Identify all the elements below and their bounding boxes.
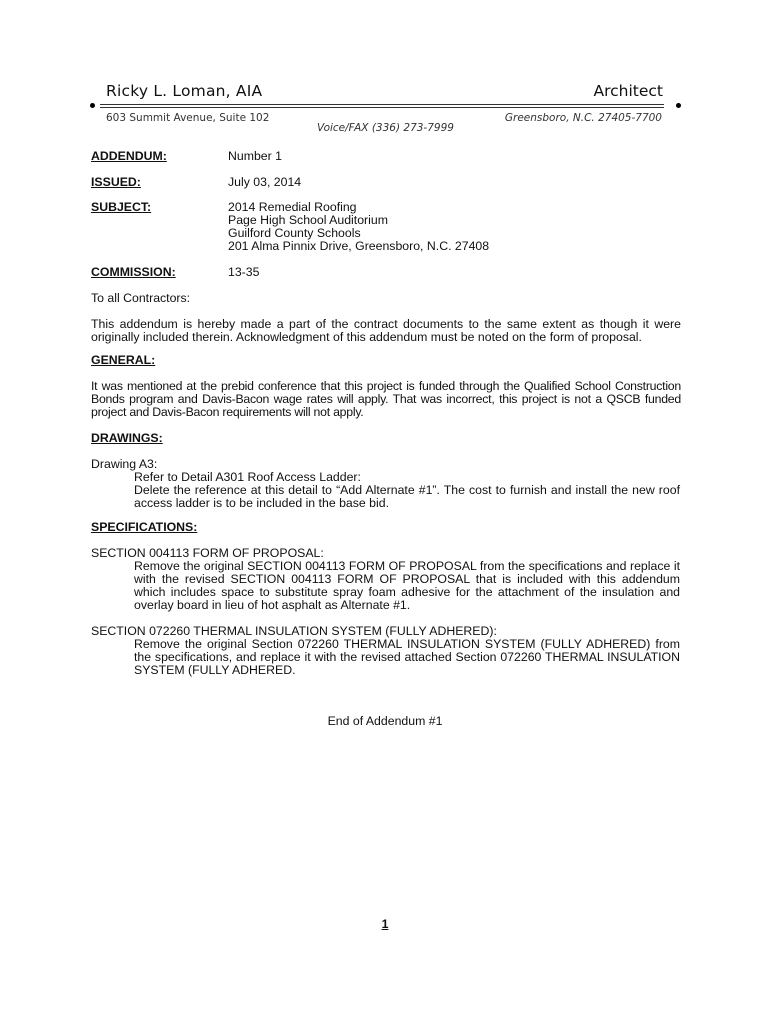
letterhead-city: Greensboro, N.C. 27405-7700 [504,112,662,124]
letterhead-address: 603 Summit Avenue, Suite 102 [106,112,270,124]
general-paragraph: It was mentioned at the prebid conference that this project is funded through the Qualified School Construction Bonds program and Davis-Bacon wage rates will apply. That was incorrect, this project is not a QSCB funded project and Davis-Bacon requirements will not apply. [91,379,681,419]
spec-item-2-title: SECTION 072260 THERMAL INSULATION SYSTEM (FULLY ADHERED): [91,624,497,638]
bullet-dot-left [90,103,95,108]
subject-line-4: 201 Alma Pinnix Drive, Greensboro, N.C. 27408 [228,239,490,253]
bullet-dot-right [676,103,681,108]
letterhead-rule-top [100,104,664,105]
architect-title: Architect [593,82,663,100]
subject-line-2: Page High School Auditorium [228,213,388,227]
commission-value: 13-35 [228,265,260,279]
issued-value: July 03, 2014 [228,175,302,189]
architect-name: Ricky L. Loman, AIA [106,82,263,100]
spec-item-1-title: SECTION 004113 FORM OF PROPOSAL: [91,546,324,560]
subject-line-1: 2014 Remedial Roofing [228,200,357,214]
page-number: 1 [381,917,389,931]
drawing-a3-title: Drawing A3: [91,457,158,471]
spec-item-1-text: Remove the original SECTION 004113 FORM OF PROPOSAL from the specifications and replace it with the revised SECTION 004113 FORM OF PROPOSAL that is included with this addendum which includes space to substitute spray foam adhesive for the attachment of the insulation and overlay board in lieu of hot asphalt as Alternate #1. [134,559,680,612]
intro-paragraph: This addendum is hereby made a part of the contract documents to the same extent as though it were originally included therein. Acknowledgment of this addendum must be noted on the form of proposal. [91,317,681,344]
addendum-value: Number 1 [228,149,282,163]
letterhead-phone: Voice/FAX (336) 273-7999 [317,122,454,134]
drawing-a3-line-2: Delete the reference at this detail to “Add Alternate #1”. The cost to furnish and install the new roof access ladder is to be included in the base bid. [134,483,680,510]
addendum-label: ADDENDUM: [91,149,167,163]
specifications-heading: SPECIFICATIONS: [91,520,198,534]
issued-label: ISSUED: [91,175,141,189]
spec-item-2-text: Remove the original Section 072260 THERMAL INSULATION SYSTEM (FULLY ADHERED) from the specifications, and replace it with the revised attached Section 072260 THERMAL INSULATION SYSTEM (FULLY ADHERED. [134,637,680,677]
general-heading: GENERAL: [91,353,156,367]
drawings-heading: DRAWINGS: [91,431,163,445]
subject-line-3: Guilford County Schools [228,226,361,240]
commission-label: COMMISSION: [91,265,176,279]
closing-line: End of Addendum #1 [327,714,443,728]
letterhead-rule-bottom [100,107,664,108]
salutation: To all Contractors: [91,291,191,305]
drawing-a3-line-1: Refer to Detail A301 Roof Access Ladder: [134,470,361,484]
subject-label: SUBJECT: [91,200,152,214]
